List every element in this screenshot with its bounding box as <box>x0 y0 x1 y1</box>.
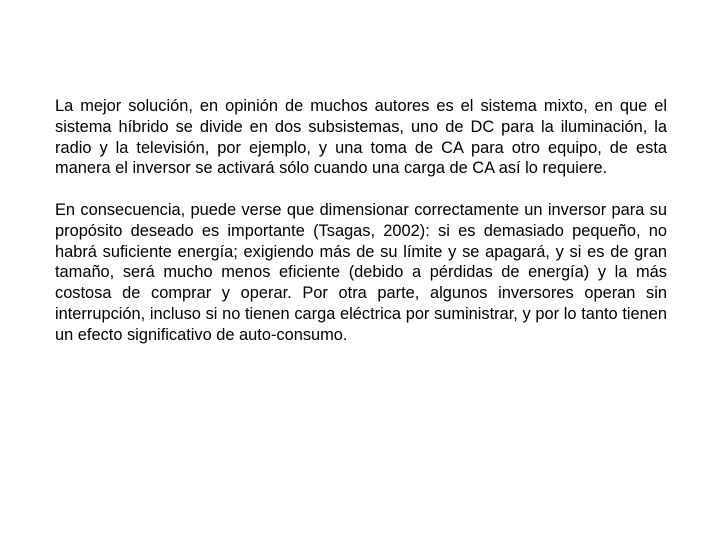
paragraph-inverter-sizing: En consecuencia, puede verse que dimensionar correctamente un inversor para su propósito deseado es importante (Tsagas, 2002): si es demasiado pequeño, no habrá suficiente energía; exigiendo más de su límite y se apagará, y si es de gran tamaño, será mucho menos eficiente (debido a pérdidas de energía) y la más costosa de comprar y operar. Por otra parte, algunos inversores operan sin interrupción, incluso si no tienen carga eléctrica por suministrar, y por lo tanto tienen un efecto significativo de auto-consumo. <box>55 200 667 344</box>
body-text <box>55 96 667 346</box>
paragraph-mixed-system: La mejor solución, en opinión de muchos autores es el sistema mixto, en que el sistema híbrido se divide en dos subsistemas, uno de DC para la iluminación, la radio y la televisión, por ejemplo, y una toma de CA para otro equipo, de esta manera el inversor se activará sólo cuando una carga de CA así lo requiere. <box>55 97 667 178</box>
